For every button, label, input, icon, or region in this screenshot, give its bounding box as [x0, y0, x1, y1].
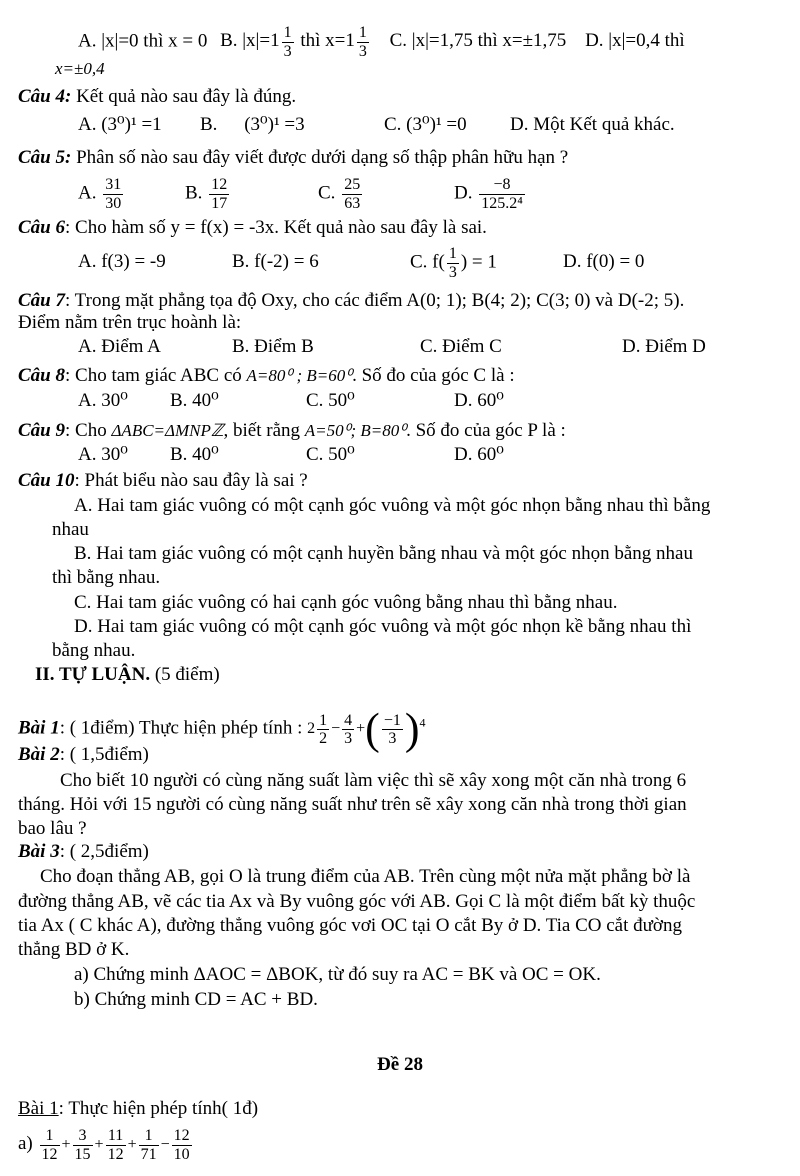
bai2-line2: tháng. Hỏi với 15 người có cùng năng suất như trên sẽ xây xong căn nhà trong thời gian: [18, 794, 687, 815]
q9-option-d: D. 60⁰: [454, 444, 504, 465]
bai3-line2: đường thẳng AB, vẽ các tia Ax và By vuông góc với AB. Gọi C là một điểm bất kỳ thuộc: [18, 891, 696, 912]
q5-text: Phân số nào sau đây viết được dưới dạng số thập phân hữu hạn ?: [76, 147, 569, 168]
q6-stem: [18, 217, 487, 239]
q7-option-b: B. Điểm B: [232, 336, 314, 357]
q9-triangles: ΔABC=ΔMNPℤ: [111, 421, 224, 440]
q6-option-a: A. f(3) = -9: [78, 251, 166, 272]
q10-stem: Câu 10: Phát biểu nào sau đây là sai ?: [18, 470, 308, 491]
de28-expression: $\frac{1}{12}$ + $\frac{3}{15}$ + $\frac{11}{12}$ + $\frac{1}{71}$ − $\frac{12}{10}$: [41, 1127, 190, 1163]
q3-option-d: D. |x|=0,4 thì: [585, 30, 685, 52]
bai3-heading: Bài 3: ( 2,5điểm): [18, 841, 149, 862]
q7-text2: Điểm nằm trên trục hoành là:: [18, 312, 242, 333]
q6-label: Câu 6: [18, 217, 65, 238]
q9-option-b: B. 40⁰: [170, 444, 219, 465]
q10-option-a-cont: nhau: [52, 519, 89, 540]
q5-option-d: D. $\frac{-8}{\text{125.2⁴}}$: [454, 176, 523, 212]
q10-option-a: A. Hai tam giác vuông có một cạnh góc vuông và một góc nhọn bằng nhau thì bằng: [74, 495, 711, 516]
q5-option-a: A. $\frac{31}{30}$: [78, 176, 122, 212]
q7-option-a: A. Điểm A: [78, 336, 161, 357]
q7-text: : Trong mặt phẳng tọa độ Oxy, cho các điểm A(0; 1); B(4; 2); C(3; 0) và D(-2; 5).: [65, 290, 685, 311]
q10-option-b: B. Hai tam giác vuông có một cạnh huyền bằng nhau và một góc nhọn bằng nhau: [74, 543, 693, 564]
q6-option-b: B. f(-2) = 6: [232, 251, 319, 272]
q5-option-c: C. $\frac{25}{63}$: [318, 176, 361, 212]
q8-condition: A=80⁰ ; B=60⁰: [246, 366, 353, 385]
part2-heading: [35, 664, 220, 686]
part2-title: II. TỰ LUẬN.: [35, 664, 151, 685]
q9-option-a: A. 30⁰: [78, 444, 128, 465]
q10-option-d-cont: bằng nhau.: [52, 640, 136, 661]
bai3-part-b: b) Chứng minh CD = AC + BD.: [74, 989, 318, 1010]
q10-option-b-cont: thì bằng nhau.: [52, 567, 161, 588]
q4-stem: [18, 86, 296, 108]
q4-option-a: A. (3⁰)¹ =1: [78, 114, 162, 135]
de28-bai1: Bài 1: Thực hiện phép tính( 1đ): [18, 1098, 259, 1119]
q9-option-c: C. 50⁰: [306, 444, 355, 465]
bai1-label: Bài 1: [18, 717, 60, 739]
de28-title: Đề 28: [377, 1054, 423, 1075]
q4-option-b: B. (3⁰)¹ =3: [200, 114, 305, 135]
q4-option-d: D. Một Kết quả khác.: [510, 114, 675, 135]
bai3-line4: thẳng BD ở K.: [18, 939, 130, 960]
bai2-heading: Bài 2: ( 1,5điểm): [18, 744, 149, 765]
q6-text: : Cho hàm số y = f(x) = -3x. Kết quả nào sau đây là sai.: [65, 217, 487, 238]
part2-points: (5 điểm): [154, 664, 220, 685]
bai2-line1: Cho biết 10 người có cùng năng suất làm việc thì sẽ xây xong một căn nhà trong 6: [60, 770, 687, 791]
q4-label: Câu 4:: [18, 86, 72, 107]
bai3-line3: tia Ax ( C khác A), đường thẳng vuông góc vơi OC tại O cắt By ở D. Tia CO cắt đường: [18, 915, 682, 936]
bai3-label: Bài 3: [18, 841, 60, 862]
q7-option-d: D. Điểm D: [622, 336, 706, 357]
q9-label: Câu 9: [18, 420, 65, 441]
q8-option-c: C. 50⁰: [306, 390, 355, 411]
q3-option-c: C. |x|=1,75 thì x=±1,75: [389, 30, 567, 52]
q5-option-b: B. $\frac{12}{17}$: [185, 176, 228, 212]
bai2-line3: bao lâu ?: [18, 818, 87, 839]
q5-label: Câu 5:: [18, 147, 72, 168]
q8-option-b: B. 40⁰: [170, 390, 219, 411]
q6-option-d: D. f(0) = 0: [563, 251, 645, 272]
q9-stem: Câu 9: Cho ΔABC=ΔMNPℤ, biết rằng A=50⁰; B=80⁰. Số đo của góc P là :: [18, 420, 566, 441]
q7-label: Câu 7: [18, 290, 65, 311]
q7-stem: [18, 290, 684, 312]
q7-option-c: C. Điểm C: [420, 336, 502, 357]
q5-stem: [18, 147, 568, 169]
bai1: Bài 1: ( 1điểm) Thực hiện phép tính : 2 $\frac{1}{2}$ − $\frac{4}{3}$ +( $\frac{-1}{3}$ )$^4$: [18, 704, 426, 754]
q10-option-d: D. Hai tam giác vuông có một cạnh góc vuông và một góc nhọn kề bằng nhau thì: [74, 616, 692, 637]
q4-option-c: C. (3⁰)¹ =0: [384, 114, 467, 135]
q8-label: Câu 8: [18, 365, 65, 386]
q3-option-a: A. |x|=0 thì x = 0: [78, 30, 208, 52]
de28-bai1-label: Bài 1: [18, 1098, 59, 1119]
bai3-line1: Cho đoạn thẳng AB, gọi O là trung điểm của AB. Trên cùng một nửa mặt phẳng bờ là: [40, 866, 691, 887]
q4-text: Kết quả nào sau đây là đúng.: [76, 86, 297, 107]
q10-option-c: C. Hai tam giác vuông có hai cạnh góc vuông bằng nhau thì bằng nhau.: [74, 592, 618, 613]
q9-condition: A=50⁰; B=80⁰: [304, 421, 407, 440]
q10-label: Câu 10: [18, 470, 75, 491]
q8-option-d: D. 60⁰: [454, 390, 504, 411]
de28-part-a: a) $\frac{1}{12}$ + $\frac{3}{15}$ + $\frac{11}{12}$ + $\frac{1}{71}$ − $\frac{12}{10}$: [18, 1122, 194, 1167]
q3-options: [78, 24, 685, 60]
bai2-label: Bài 2: [18, 744, 60, 765]
q6-option-c: C. f( $\frac{1}{3}$ ) = 1: [410, 245, 497, 281]
bai1-expression: 2 $\frac{1}{2}$ − $\frac{4}{3}$ +( $\frac{-1}{3}$ )$^4$: [307, 704, 426, 754]
bai3-part-a: a) Chứng minh ΔAOC = ΔBOK, từ đó suy ra AC = BK và OC = OK.: [74, 964, 601, 985]
q8-stem: Câu 8: Cho tam giác ABC có A=80⁰ ; B=60⁰. Số đo của góc C là :: [18, 365, 515, 386]
q3-option-d-cont: x=±0,4: [55, 59, 105, 78]
q3-option-b: B. |x|=1 $\frac{1}{3}$ thì x=1 $\frac{1}{3}$: [220, 24, 367, 60]
q8-option-a: A. 30⁰: [78, 390, 128, 411]
